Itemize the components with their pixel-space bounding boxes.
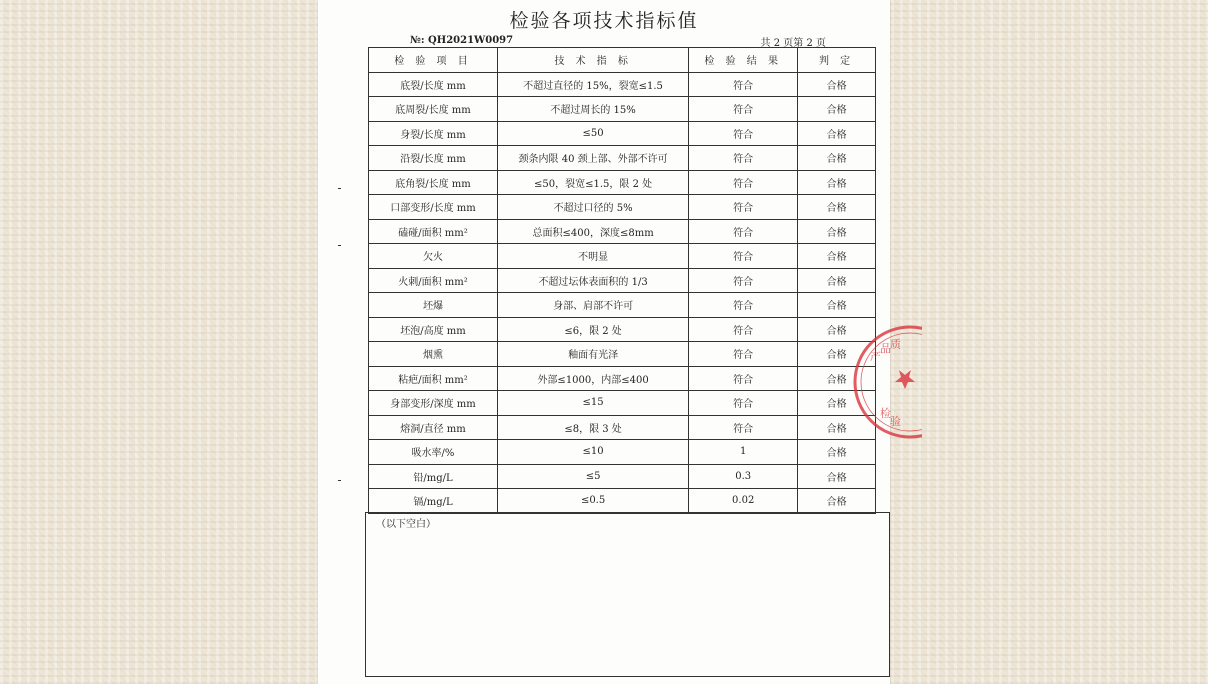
cell-inspection-item: 底裂/长度 mm <box>369 72 498 97</box>
cell-inspection-item: 熔洞/直径 mm <box>369 415 498 440</box>
header-verdict: 判 定 <box>798 48 876 73</box>
cell-inspection-item: 粘疤/面积 mm² <box>369 366 498 391</box>
cell-inspection-result: 符合 <box>689 195 798 220</box>
cell-verdict: 合格 <box>798 195 876 220</box>
cell-inspection-result: 符合 <box>689 366 798 391</box>
cell-verdict: 合格 <box>798 72 876 97</box>
table-row <box>369 464 876 489</box>
cell-inspection-result: 符合 <box>689 244 798 269</box>
table-row <box>369 121 876 146</box>
cell-inspection-result: 符合 <box>689 121 798 146</box>
cell-technical-spec: ≤10 <box>497 440 688 465</box>
seal-lettering: 产 <box>870 350 881 363</box>
table-row <box>369 97 876 122</box>
cell-verdict: 合格 <box>798 293 876 318</box>
cell-technical-spec: ≤0.5 <box>497 489 688 514</box>
table-row <box>369 317 876 342</box>
table-row <box>369 366 876 391</box>
cell-verdict: 合格 <box>798 440 876 465</box>
margin-mark <box>338 245 341 246</box>
report-number: №: QH2021W0097 <box>410 35 514 46</box>
table-header-row <box>369 48 876 73</box>
table-row <box>369 489 876 514</box>
cell-inspection-item: 坯爆 <box>369 293 498 318</box>
cell-technical-spec: 颈条内限 40 颈上部、外部不许可 <box>497 146 688 171</box>
cell-inspection-item: 沿裂/长度 mm <box>369 146 498 171</box>
remarks-box <box>365 512 890 677</box>
cell-verdict: 合格 <box>798 121 876 146</box>
cell-technical-spec: ≤50 <box>497 121 688 146</box>
document-sheet <box>318 0 901 684</box>
cell-inspection-item: 烟熏 <box>369 342 498 367</box>
cell-inspection-result: 0.02 <box>689 489 798 514</box>
cell-inspection-result: 符合 <box>689 342 798 367</box>
table-row <box>369 293 876 318</box>
seal-star <box>895 370 915 389</box>
header-inspection-item: 检 验 项 目 <box>369 48 498 73</box>
table-row <box>369 268 876 293</box>
cell-inspection-item: 火刺/面积 mm² <box>369 268 498 293</box>
table-row <box>369 170 876 195</box>
table-row <box>369 244 876 269</box>
seal-lettering: 质 <box>890 338 901 351</box>
cell-verdict: 合格 <box>798 415 876 440</box>
table-row <box>369 219 876 244</box>
table-row <box>369 72 876 97</box>
header-technical-spec: 技 术 指 标 <box>497 48 688 73</box>
cell-technical-spec: 不超过口径的 5% <box>497 195 688 220</box>
table-row <box>369 146 876 171</box>
document-title: 检验各项技术指标值 <box>509 10 699 32</box>
inspection-table <box>368 47 876 514</box>
header-inspection-result: 检 验 结 果 <box>689 48 798 73</box>
cell-inspection-result: 符合 <box>689 317 798 342</box>
cell-verdict: 合格 <box>798 366 876 391</box>
cell-verdict: 合格 <box>798 268 876 293</box>
cell-verdict: 合格 <box>798 97 876 122</box>
cell-verdict: 合格 <box>798 146 876 171</box>
cell-inspection-result: 符合 <box>689 146 798 171</box>
cell-inspection-result: 符合 <box>689 97 798 122</box>
cell-inspection-item: 底角裂/长度 mm <box>369 170 498 195</box>
cell-inspection-item: 欠火 <box>369 244 498 269</box>
cell-technical-spec: ≤6，限 2 处 <box>497 317 688 342</box>
cell-inspection-item: 身部变形/深度 mm <box>369 391 498 416</box>
cell-verdict: 合格 <box>798 219 876 244</box>
cell-inspection-result: 符合 <box>689 72 798 97</box>
margin-mark <box>338 188 341 189</box>
cell-inspection-result: 符合 <box>689 219 798 244</box>
cell-verdict: 合格 <box>798 244 876 269</box>
cell-verdict: 合格 <box>798 464 876 489</box>
cell-inspection-item: 吸水率/% <box>369 440 498 465</box>
table-row <box>369 342 876 367</box>
seal-lettering: 检 <box>880 407 891 420</box>
remarks-text: （以下空白） <box>376 519 436 530</box>
cell-inspection-result: 符合 <box>689 391 798 416</box>
cell-verdict: 合格 <box>798 342 876 367</box>
cell-verdict: 合格 <box>798 391 876 416</box>
cell-verdict: 合格 <box>798 317 876 342</box>
table-row <box>369 440 876 465</box>
margin-mark <box>338 480 341 481</box>
cell-technical-spec: 外部≤1000，内部≤400 <box>497 366 688 391</box>
cell-technical-spec: 总面积≤400，深度≤8mm <box>497 219 688 244</box>
table-row <box>369 391 876 416</box>
cell-inspection-item: 镉/mg/L <box>369 489 498 514</box>
table-row <box>369 415 876 440</box>
cell-technical-spec: ≤50，裂宽≤1.5，限 2 处 <box>497 170 688 195</box>
cell-inspection-item: 铅/mg/L <box>369 464 498 489</box>
cell-technical-spec: ≤5 <box>497 464 688 489</box>
cell-technical-spec: 釉面有光泽 <box>497 342 688 367</box>
cell-inspection-result: 符合 <box>689 268 798 293</box>
page-indicator: 共 2 页第 2 页 <box>760 38 826 49</box>
cell-verdict: 合格 <box>798 489 876 514</box>
table-row <box>369 195 876 220</box>
cell-inspection-item: 磕碰/面积 mm² <box>369 219 498 244</box>
cell-technical-spec: 不超过周长的 15% <box>497 97 688 122</box>
cell-technical-spec: 不超过直径的 15%，裂宽≤1.5 <box>497 72 688 97</box>
cell-inspection-item: 底周裂/长度 mm <box>369 97 498 122</box>
cell-inspection-item: 坯泡/高度 mm <box>369 317 498 342</box>
seal-lettering: 品 <box>880 342 891 355</box>
cell-inspection-item: 身裂/长度 mm <box>369 121 498 146</box>
cell-technical-spec: ≤8，限 3 处 <box>497 415 688 440</box>
cell-technical-spec: ≤15 <box>497 391 688 416</box>
cell-technical-spec: 不明显 <box>497 244 688 269</box>
cell-inspection-item: 口部变形/长度 mm <box>369 195 498 220</box>
cell-technical-spec: 不超过坛体表面积的 1/3 <box>497 268 688 293</box>
cell-inspection-result: 符合 <box>689 293 798 318</box>
cell-inspection-result: 1 <box>689 440 798 465</box>
cell-verdict: 合格 <box>798 170 876 195</box>
cell-technical-spec: 身部、肩部不许可 <box>497 293 688 318</box>
cell-inspection-result: 0.3 <box>689 464 798 489</box>
cell-inspection-result: 符合 <box>689 415 798 440</box>
cell-inspection-result: 符合 <box>689 170 798 195</box>
seal-lettering: 验 <box>890 415 901 428</box>
